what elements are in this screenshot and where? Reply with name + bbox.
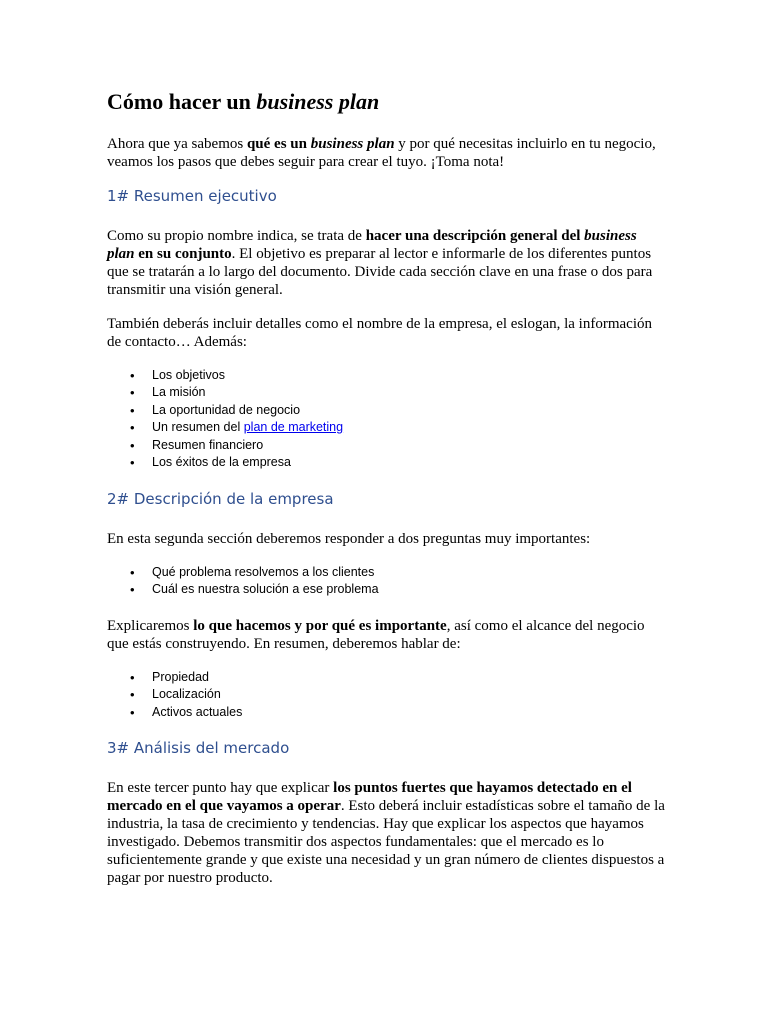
section2-list-2 [107,669,667,722]
list-item: • Los objetivos [152,367,667,385]
list-item: • Cuál es nuestra solución a ese problema [152,581,667,599]
intro-paragraph: Ahora que ya sabemos qué es un business plan y por qué necesitas incluirlo en tu negocio, veamos los pasos que debes seguir para crear el tuyo. ¡Toma nota! [107,135,656,170]
page-title: Cómo hacer un business plan [107,89,380,114]
list-item: • Los éxitos de la empresa [152,454,667,472]
list-item: • Qué problema resolvemos a los clientes [152,564,667,582]
section2-paragraph-2: Explicaremos lo que hacemos y por qué es importante, así como el alcance del negocio que estás construyendo. En resumen, deberemos hablar de: [107,617,645,652]
section1-heading: 1# Resumen ejecutivo [107,186,277,205]
list-item: • Activos actuales [152,704,667,722]
list-item: • La oportunidad de negocio [152,402,667,420]
section1-paragraph-1: Como su propio nombre indica, se trata de hacer una descripción general del business plan en su conjunto. El objetivo es preparar al lector e informarle de los diferentes puntos que se tratarán a lo largo del documento. Divide cada sección clave en una frase o dos para transmitir una visión general. [107,227,653,298]
document-body [107,88,667,903]
list-item: • Resumen financiero [152,437,667,455]
list-item: • Propiedad [152,669,667,687]
section2-list-1 [107,564,667,599]
list-item: • Localización [152,686,667,704]
section3-paragraph-1: En este tercer punto hay que explicar los puntos fuertes que hayamos detectado en el mercado en el que vayamos a operar. Esto deberá incluir estadísticas sobre el tamaño de la industria, la tasa de crecimiento y tendencias. Hay que explicar los aspectos que hayamos investigado. Debemos transmitir dos aspectos fundamentales: que el mercado es lo suficientemente grande y que existe una necesidad y un gran número de clientes dispuestos a pagar por nuestro producto. [107,780,665,887]
marketing-plan-link[interactable]: plan de marketing [243,420,344,435]
section2-heading: 2# Descripción de la empresa [107,489,334,508]
page-title-emphasis: business plan [256,89,380,114]
section2-paragraph-1: En esta segunda sección deberemos responder a dos preguntas muy importantes: [107,530,591,547]
section3-heading: 3# Análisis del mercado [107,739,290,758]
list-item: • Un resumen del plan de marketing [152,419,667,437]
list-item: • La misión [152,384,667,402]
section1-paragraph-2: También deberás incluir detalles como el nombre de la empresa, el eslogan, la información de contacto… Además: [107,315,652,350]
section1-list [107,367,667,472]
